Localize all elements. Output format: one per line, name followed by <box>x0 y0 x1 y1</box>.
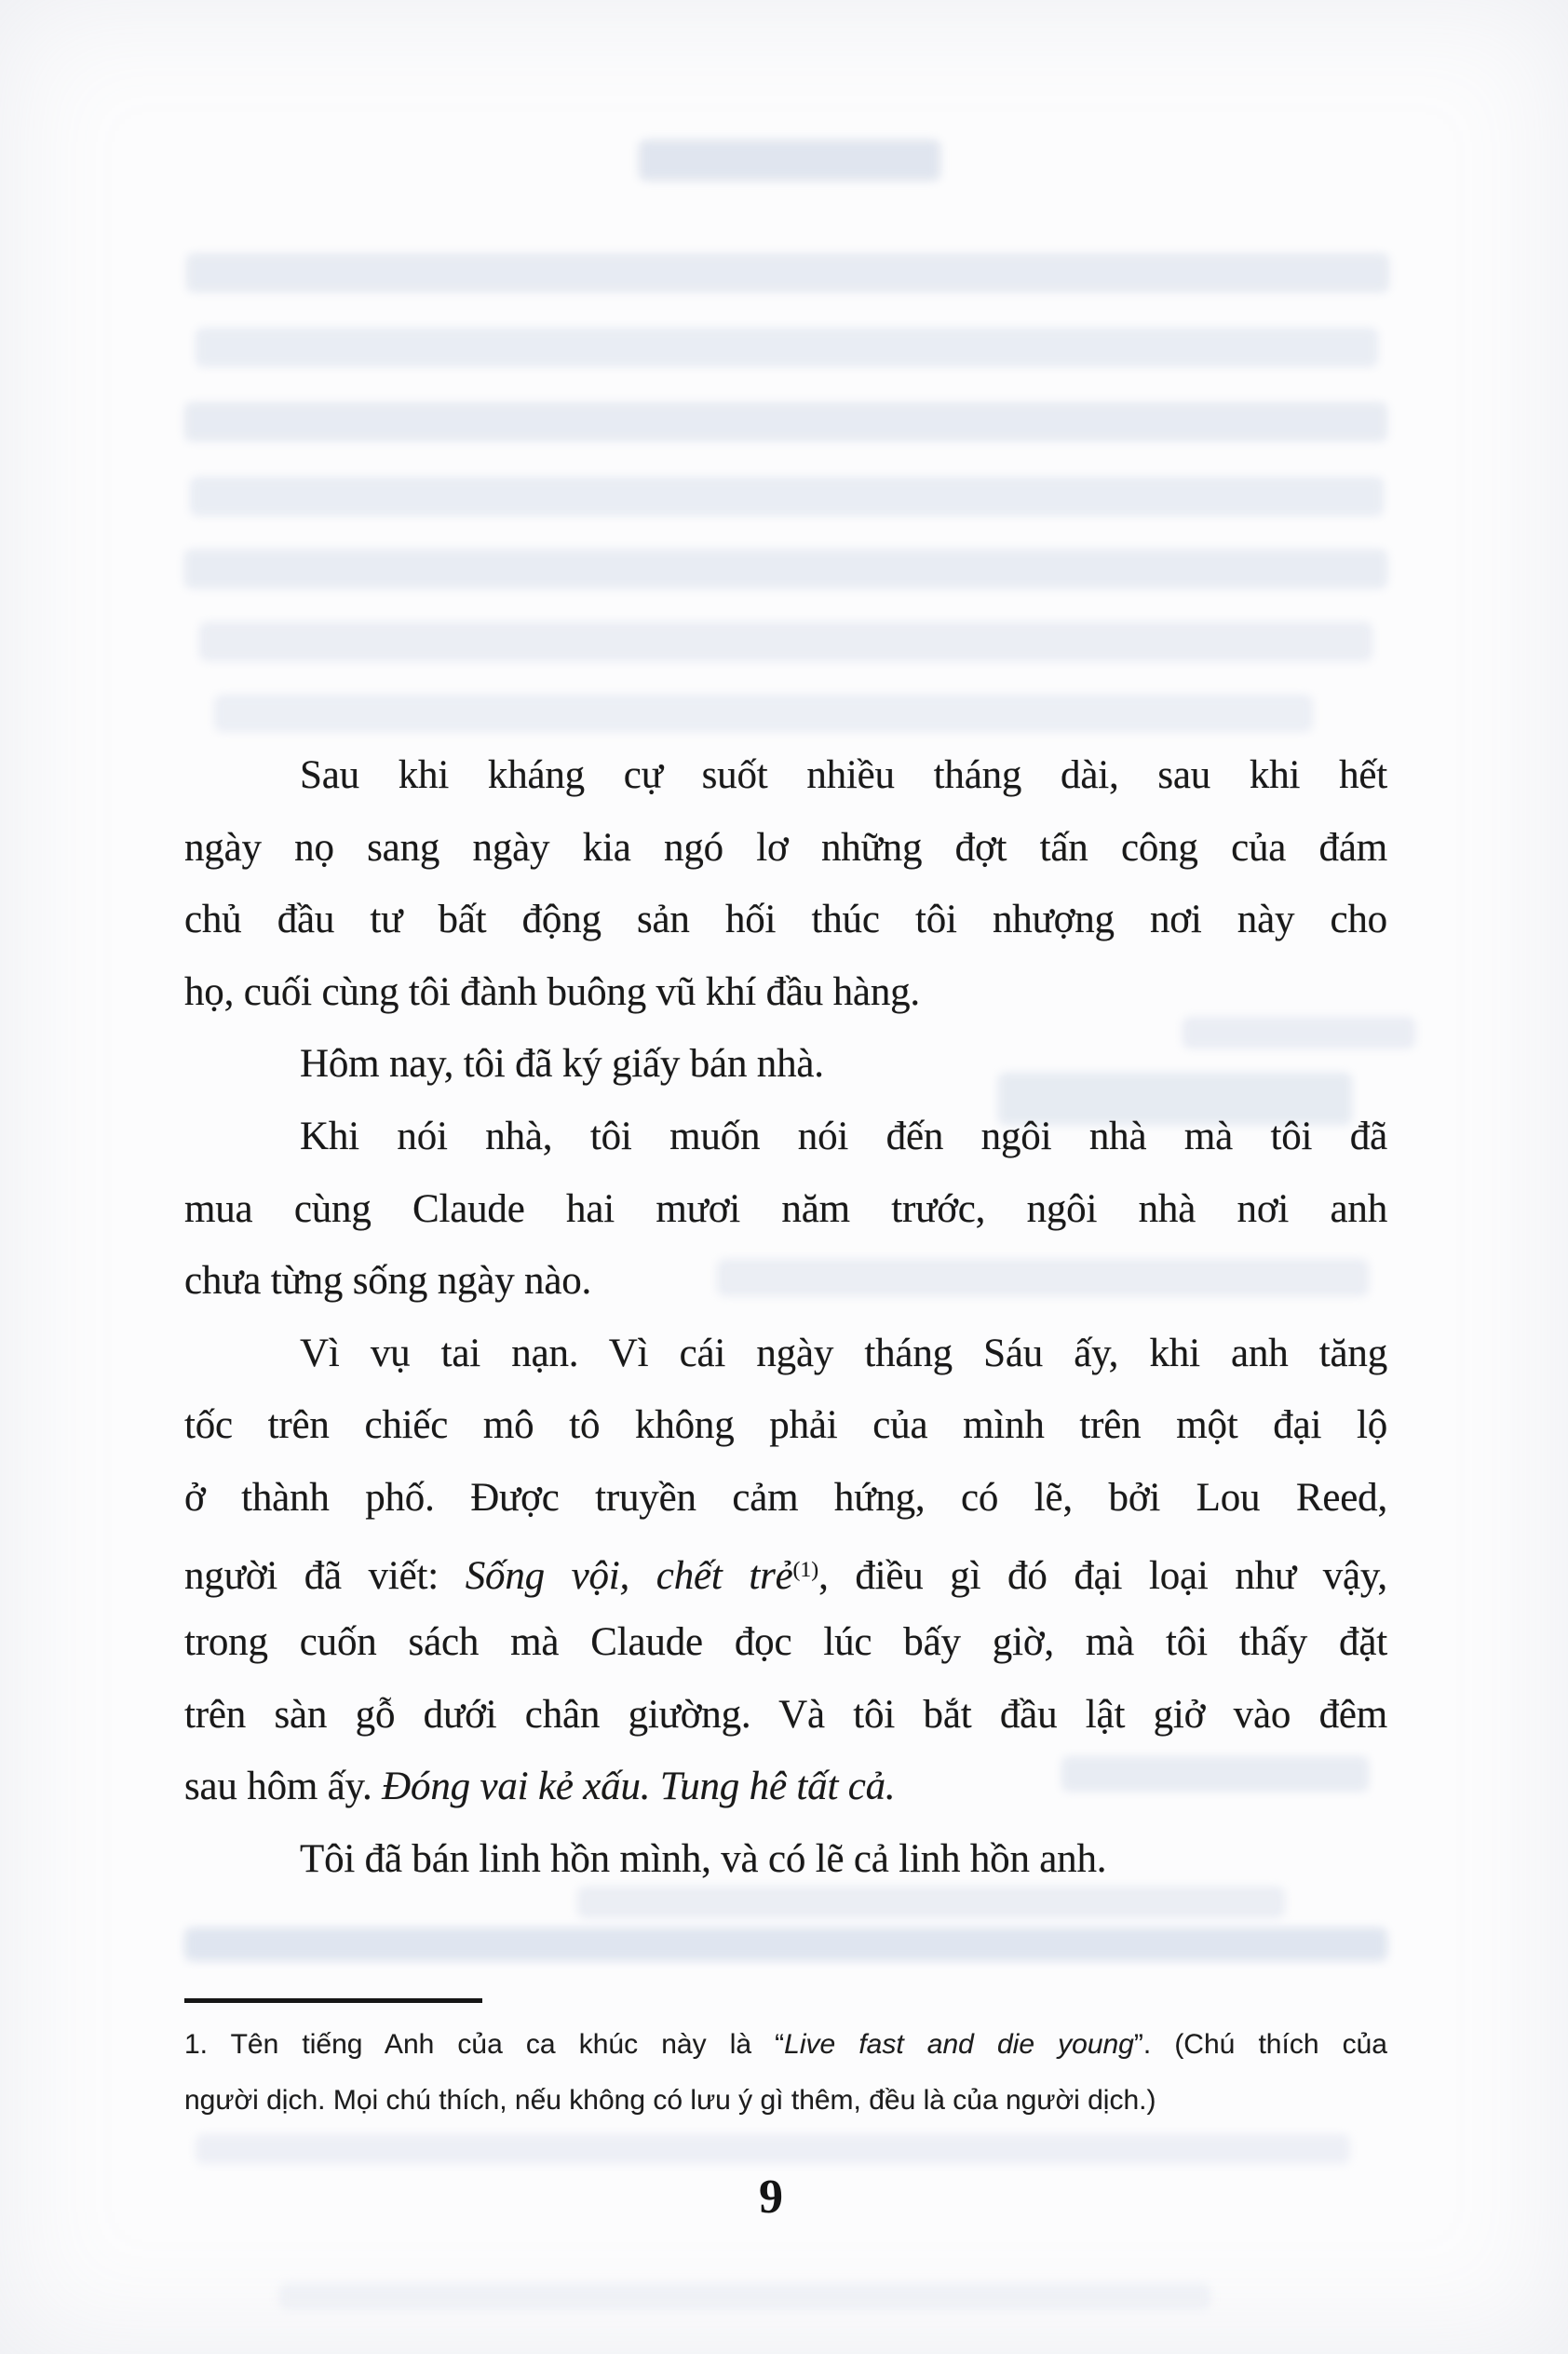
footnote-reference-superscript: (1) <box>792 1557 819 1582</box>
footnote-line <box>184 2073 1387 2129</box>
text-run: ở thành phố. Được truyền cảm hứng, có lẽ, bởi Lou Reed, <box>184 1475 1387 1520</box>
bleed-through-line <box>199 622 1372 661</box>
text-run: Sau khi kháng cự suốt nhiều tháng dài, sau khi hết <box>300 753 1387 797</box>
text-run: mua cùng Claude hai mươi năm trước, ngôi nhà nơi anh <box>184 1186 1387 1231</box>
body-line <box>184 1679 1387 1752</box>
body-line <box>184 956 1387 1029</box>
text-run: 1. Tên tiếng Anh của ca khúc này là “ <box>184 2029 785 2060</box>
bleed-through-line <box>184 549 1387 588</box>
text-run: ”. (Chú thích của <box>1133 2029 1387 2060</box>
bleed-through-line <box>196 2134 1350 2164</box>
text-run: ngày nọ sang ngày kia ngó lơ những đợt tấn công của đám <box>184 825 1387 870</box>
body-line <box>184 1606 1387 1679</box>
text-run: , điều gì đó đại loại như vậy, <box>818 1553 1387 1598</box>
text-run: Tôi đã bán linh hồn mình, và có lẽ cả linh hồn anh. <box>300 1836 1107 1881</box>
bleed-through-line <box>196 328 1378 367</box>
bleed-through-line <box>184 402 1387 441</box>
text-run: Hôm nay, tôi đã ký giấy bán nhà. <box>300 1042 824 1087</box>
footnote <box>184 2017 1387 2129</box>
footnote-line <box>184 2017 1387 2073</box>
text-run: tốc trên chiếc mô tô không phải của mình trên một đại lộ <box>184 1403 1387 1448</box>
bleed-through-line <box>184 1928 1387 1961</box>
body-line <box>184 1751 1387 1823</box>
body-text <box>184 739 1387 1896</box>
bleed-through-line <box>279 2283 1210 2309</box>
text-run: Vì vụ tai nạn. Vì cái ngày tháng Sáu ấy, khi anh tăng <box>300 1331 1387 1375</box>
bleed-through-line <box>186 253 1389 292</box>
body-line <box>184 1389 1387 1462</box>
text-run: trên sàn gỗ dưới chân giường. Và tôi bắt đầu lật giở vào đêm <box>184 1692 1387 1737</box>
text-run: sau hôm ấy. <box>184 1765 383 1809</box>
body-line <box>184 1101 1387 1173</box>
quoted-phrase-italic: Đóng vai kẻ xấu. Tung hê tất cả. <box>382 1765 896 1809</box>
body-line <box>184 812 1387 885</box>
text-run: họ, cuối cùng tôi đành buông vũ khí đầu hàng. <box>184 969 920 1014</box>
body-line <box>184 1318 1387 1390</box>
body-line <box>184 1462 1387 1535</box>
page-number: 9 <box>759 2171 783 2224</box>
text-run: chưa từng sống ngày nào. <box>184 1259 592 1304</box>
body-line <box>184 1028 1387 1101</box>
bleed-through-line <box>190 477 1384 516</box>
body-line <box>184 884 1387 956</box>
body-line <box>184 1173 1387 1246</box>
text-run: người dịch. Mọi chú thích, nếu không có lưu ý gì thêm, đều là của người dịch.) <box>184 2085 1156 2116</box>
body-line <box>184 1245 1387 1318</box>
text-run: người đã viết: <box>184 1553 466 1598</box>
song-title-italic: Live fast and die young <box>784 2029 1134 2060</box>
body-line <box>184 1535 1387 1607</box>
book-title-italic: Sống vội, chết trẻ <box>465 1553 793 1598</box>
body-line <box>184 739 1387 812</box>
text-run: Khi nói nhà, tôi muốn nói đến ngôi nhà mà tôi đã <box>300 1114 1387 1158</box>
bleed-through-header <box>639 140 940 181</box>
footnote-separator <box>184 1998 482 2003</box>
text-run: chủ đầu tư bất động sản hối thúc tôi nhượng nơi này cho <box>184 898 1387 942</box>
text-run: trong cuốn sách mà Claude đọc lúc bấy giờ, mà tôi thấy đặt <box>184 1620 1387 1665</box>
bleed-through-line <box>214 695 1313 732</box>
body-line <box>184 1823 1387 1896</box>
